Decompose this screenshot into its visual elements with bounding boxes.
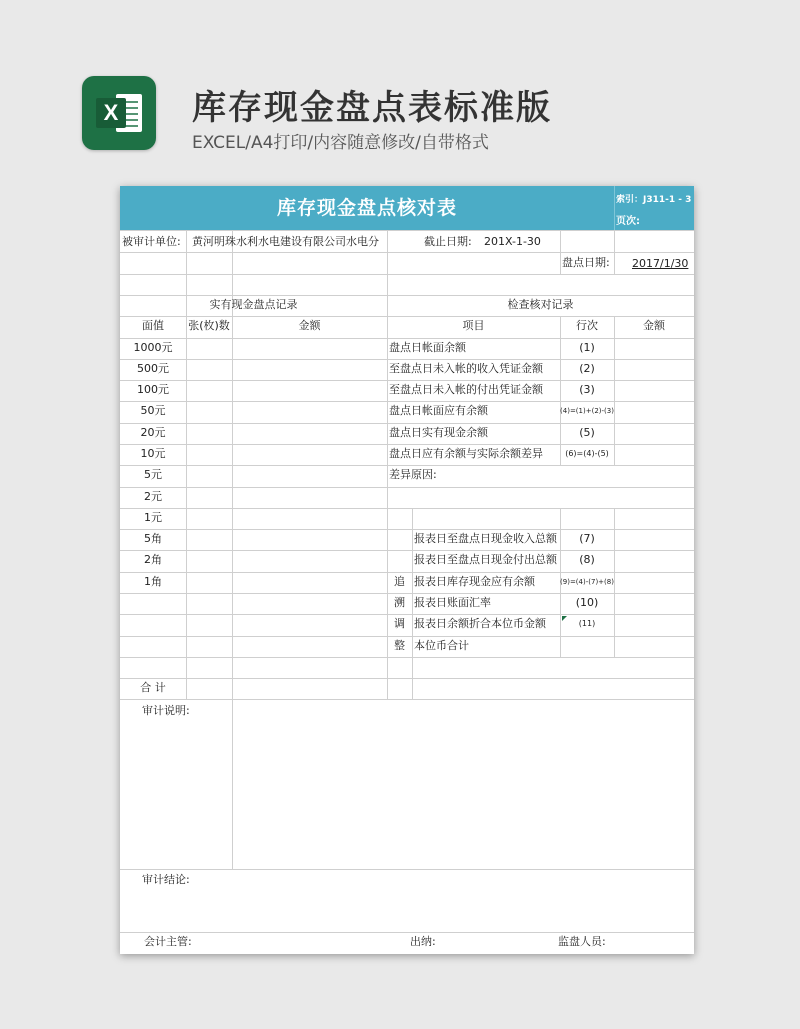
right-section-header: 检查核对记录 xyxy=(507,298,574,311)
deadline-value: 201X-1-30 xyxy=(484,235,541,248)
check-item: 盘点日应有余额与实际余额差异 xyxy=(389,447,543,460)
grid-line xyxy=(120,508,694,509)
denomination-cell: 50元 xyxy=(140,404,166,417)
trace-item: 报表日账面汇率 xyxy=(414,596,491,609)
grid-line xyxy=(120,678,694,679)
spreadsheet-preview xyxy=(120,186,694,954)
denomination-cell: 1元 xyxy=(144,511,162,524)
grid-line xyxy=(614,316,615,465)
denomination-cell: 500元 xyxy=(137,362,169,375)
check-item: 至盘点日未入帐的付出凭证金额 xyxy=(389,383,543,396)
trace-line: (8) xyxy=(579,553,595,566)
col-denomination: 面值 xyxy=(142,319,164,332)
trace-char: 溯 xyxy=(394,596,405,609)
page-subtitle: EXCEL/A4打印/内容随意修改/自带格式 xyxy=(192,133,489,153)
grid-line xyxy=(120,657,694,658)
grid-line xyxy=(120,487,694,488)
trace-line: (11) xyxy=(578,619,596,628)
denomination-cell: 20元 xyxy=(140,426,166,439)
check-line: (2) xyxy=(579,362,595,375)
trace-line: (7) xyxy=(579,532,595,545)
grid-line xyxy=(412,508,413,699)
logo-letter: X xyxy=(96,98,126,128)
page-title: 库存现金盘点表标准版 xyxy=(192,88,552,128)
col-quantity: 张(枚)数 xyxy=(188,319,230,332)
trace-item: 本位币合计 xyxy=(414,639,469,652)
denomination-cell: 5元 xyxy=(144,468,162,481)
grid-line xyxy=(120,230,694,231)
denomination-cell: 1000元 xyxy=(133,341,173,354)
auditee-value: 黄河明珠水利水电建设有限公司水电分 xyxy=(192,235,379,248)
chief-accountant-label: 会计主管: xyxy=(144,935,192,948)
left-section-header: 实有现金盘点记录 xyxy=(209,298,298,311)
col-item: 项目 xyxy=(462,319,485,332)
denomination-cell: 100元 xyxy=(137,383,169,396)
grid-line xyxy=(614,508,615,657)
trace-item: 报表日余额折合本位币金额 xyxy=(414,617,546,630)
deadline-label: 截止日期: xyxy=(424,235,472,248)
denomination-cell: 1角 xyxy=(144,575,162,588)
count-date-value: 2017/1/30 xyxy=(632,257,689,270)
trace-char: 追 xyxy=(394,575,405,588)
check-item: 至盘点日未入帐的收入凭证金额 xyxy=(389,362,543,375)
col-amount-check: 金额 xyxy=(643,319,665,332)
check-item: 盘点日帐面应有余额 xyxy=(389,404,488,417)
trace-line: (10) xyxy=(575,596,599,609)
grid-line xyxy=(560,230,561,274)
check-item: 盘点日帐面余额 xyxy=(389,341,466,354)
denomination-cell: 2角 xyxy=(144,553,162,566)
auditee-label: 被审计单位: xyxy=(122,235,181,248)
trace-char: 整 xyxy=(394,639,405,652)
denomination-cell: 2元 xyxy=(144,490,162,503)
trace-item: 报表日库存现金应有余额 xyxy=(414,575,535,588)
grid-line xyxy=(232,699,233,869)
trace-item: 报表日至盘点日现金收入总额 xyxy=(414,532,557,545)
cashier-label: 出纳: xyxy=(410,935,436,948)
index-label: 索引：J311-1 - 3 xyxy=(616,195,692,205)
excel-logo-icon xyxy=(82,76,156,150)
col-line: 行次 xyxy=(576,319,598,332)
grid-line xyxy=(120,699,694,700)
total-label: 合 计 xyxy=(140,681,166,694)
denomination-cell: 10元 xyxy=(140,447,166,460)
page-label: 页次: xyxy=(616,216,640,227)
check-line: (3) xyxy=(579,383,595,396)
trace-line: (9)=(4)-(7)+(8) xyxy=(560,578,614,586)
check-item: 盘点日实有现金余额 xyxy=(389,426,488,439)
audit-note-label: 审计说明: xyxy=(142,704,190,717)
col-amount: 金额 xyxy=(298,319,321,332)
diff-reason-label: 差异原因: xyxy=(389,468,437,481)
comment-marker-icon xyxy=(562,616,567,621)
sheet-title: 库存现金盘点核对表 xyxy=(276,197,457,219)
check-line: (4)=(1)+(2)-(3) xyxy=(560,407,614,415)
check-line: (6)=(4)-(5) xyxy=(565,449,609,458)
supervisor-label: 监盘人员: xyxy=(558,935,606,948)
trace-item: 报表日至盘点日现金付出总额 xyxy=(414,553,557,566)
trace-char: 调 xyxy=(394,617,405,630)
check-line: (5) xyxy=(579,426,595,439)
audit-conclusion-label: 审计结论: xyxy=(142,873,190,886)
denomination-cell: 5角 xyxy=(144,532,162,545)
count-date-label: 盘点日期: xyxy=(562,256,610,269)
grid-line xyxy=(120,274,694,275)
check-line: (1) xyxy=(579,341,595,354)
